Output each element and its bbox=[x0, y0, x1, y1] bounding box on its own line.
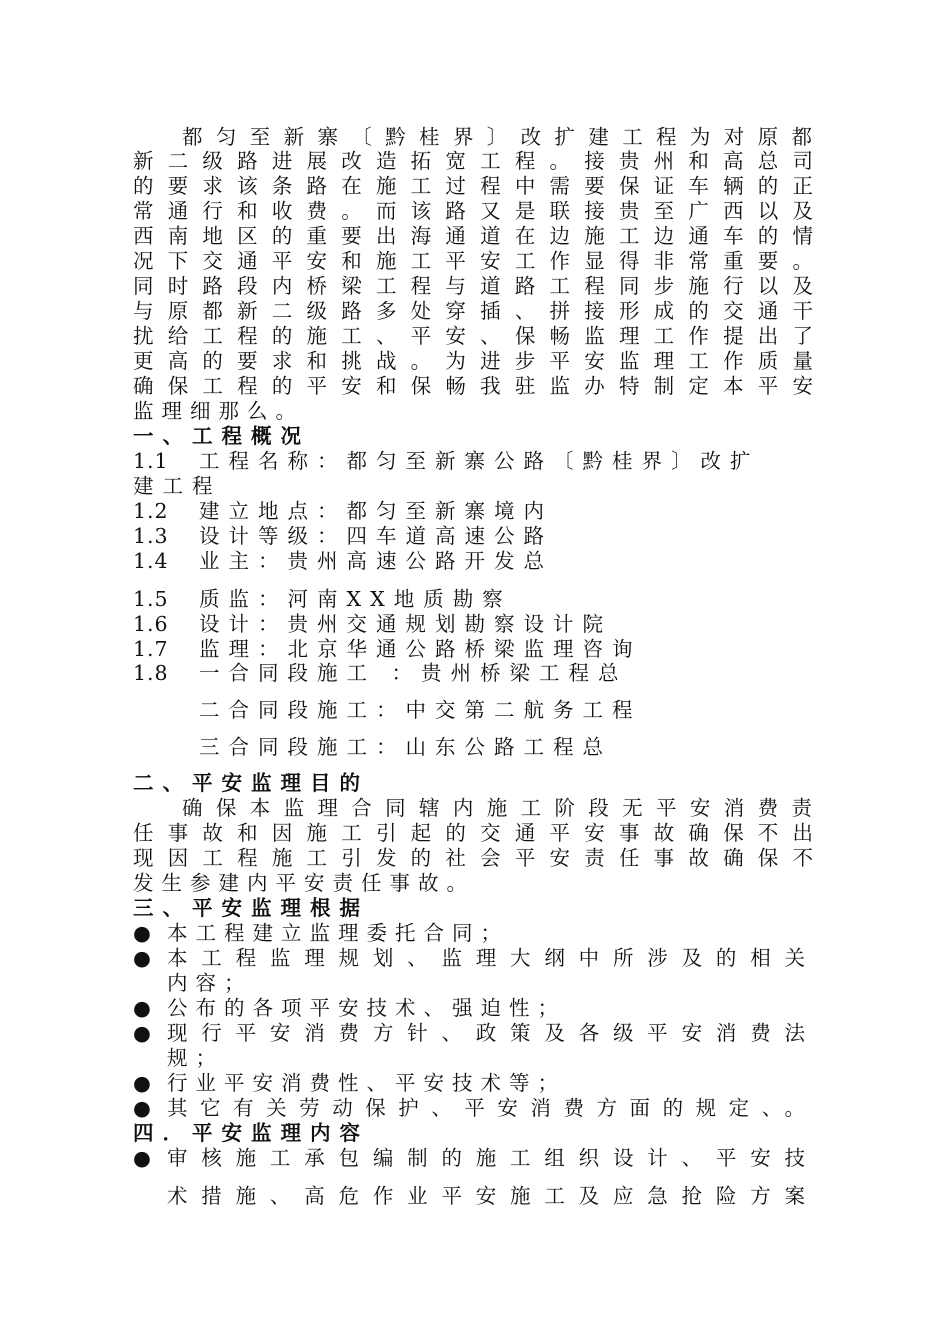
project-item: 1.8 一合同段施工 ：贵州桥梁工程总 bbox=[133, 661, 628, 685]
project-item: 建工程 bbox=[133, 474, 222, 498]
bullet-icon: ● bbox=[133, 1071, 151, 1095]
section-3-heading: 三、平安监理根据 bbox=[133, 896, 369, 920]
intro-line-11: 确保工程的平安和保畅我驻监办特制定本平安 bbox=[133, 374, 813, 398]
intro-line-10: 更高的要求和挑战。为进步平安监理工作质量 bbox=[133, 349, 813, 373]
bullet-icon: ● bbox=[133, 946, 151, 970]
intro-line-9: 扰给工程的施工、平安、保畅监理工作提出了 bbox=[133, 324, 813, 348]
project-item: 1.1 工程名称：都匀至新寨公路〔黔桂界〕改扩 bbox=[133, 449, 760, 473]
bullet-icon: ● bbox=[133, 996, 151, 1020]
intro-line-4: 常通行和收费。而该路又是联接贵至广西以及 bbox=[133, 199, 813, 223]
intro-line-7: 同时路段内桥梁工程与道路工程同步施行以及 bbox=[133, 274, 813, 298]
purpose-line-1: 确保本监理合同辖内施工阶段无平安消费责 bbox=[182, 796, 812, 820]
intro-line-8: 与原都新二级路多处穿插、拼接形成的交通干 bbox=[133, 299, 813, 323]
project-item: 1.7 监理：北京华通公路桥梁监理咨询 bbox=[133, 637, 642, 661]
purpose-line-3: 现因工程施工引发的社会平安责任事故确保不 bbox=[133, 846, 813, 870]
intro-line-6: 况下交通平安和施工平安工作显得非常重要。 bbox=[133, 249, 813, 273]
bullet-icon: ● bbox=[133, 1096, 151, 1120]
purpose-line-4: 发生参建内平安责任事故。 bbox=[133, 871, 475, 895]
project-item: 三合同段施工：山东公路工程总 bbox=[199, 735, 612, 759]
intro-line-1: 都匀至新寨〔黔桂界〕改扩建工程为对原都 bbox=[182, 125, 812, 149]
project-item: 1.2 建立地点：都匀至新寨境内 bbox=[133, 499, 553, 523]
intro-line-5: 西南地区的重要出海通道在边施工边通车的情 bbox=[133, 224, 813, 248]
project-item: 1.4 业主：贵州高速公路开发总 bbox=[133, 549, 553, 573]
project-item: 1.6 设计：贵州交通规划勘察设计院 bbox=[133, 612, 612, 636]
project-item: 1.5 质监：河南XX地质勘察 bbox=[133, 587, 512, 611]
bullet-icon: ● bbox=[133, 921, 151, 945]
project-item: 二合同段施工：中交第二航务工程 bbox=[199, 698, 642, 722]
section-2-heading: 二、平安监理目的 bbox=[133, 771, 369, 795]
purpose-line-2: 任事故和因施工引起的交通平安事故确保不出 bbox=[133, 821, 813, 845]
intro-line-3: 的要求该条路在施工过程中需要保证车辆的正 bbox=[133, 174, 813, 198]
bullet-icon: ● bbox=[133, 1146, 151, 1170]
section-1-heading: 一、工程概况 bbox=[133, 424, 310, 448]
intro-line-12: 监理细那么。 bbox=[133, 399, 304, 423]
document-page: 都匀至新寨〔黔桂界〕改扩建工程为对原都 新二级路进展改造拓宽工程。接贵州和高总司 的要求该条路在施工过程中需要保证车辆的正 常通行和收费。而该路又是联接贵至广西以及 西南地区的重要出海通道在边施工边通车的情 况下交通平安和施工平安工作显得非常重要。 同时路段内桥梁工程与道路工程同步施行以及 与原都新二级路多处穿插、拼接形成的交通干 扰给工程的施工、平安、保畅监理工作提出了 更高的要求和挑战。为进步平安监理工作质量 确保工程的平安和保畅我驻监办特制定本平安 监理细那么。 一、工程概况 1.1 工程名称：都匀至新寨公路〔黔桂界〕改扩 建工程 1.2 建立地点：都匀至新寨境内 1.3 设计等级：四车道高速公路 1.4 业主：贵州高速公路开发总 1.5 质监：河南XX地质勘察 1.6 设计：贵州交通规划勘察设计院 1.7 监理：北京华通公路桥梁监理咨询 1.8 一合同段施工 ：贵州桥梁工程总 二合同段施工：中交第二航务工程 三合同段施工：山东公路工程总 二、平安监理目的 确保本监理合同辖内施工阶段无平安消费责 任事故和因施工引起的交通平安事故确保不出 现因工程施工引发的社会平安责任事故确保不 发生参建内平安责任事故。 三、平安监理根据 ● 本工程建立监理委托合同； ● 本工程监理规划、监理大纲中所涉及的相关 内容； ● 公布的各项平安技术、强迫性； ● 现行平安消费方针、政策及各级平安消费法 规； ● 行业平安消费性、平安技术等； ● 其它有关劳动保护、平安消费方面的规定、。 四．平安监理内容 ● 审核施工承包编制的施工组织设计、平安技 术措施、高危作业平安施工及应急抢险方案 bbox=[133, 125, 813, 1208]
bullet-icon: ● bbox=[133, 1021, 151, 1045]
project-item: 1.3 设计等级：四车道高速公路 bbox=[133, 524, 553, 548]
section-4-heading: 四．平安监理内容 bbox=[133, 1121, 369, 1145]
intro-line-2: 新二级路进展改造拓宽工程。接贵州和高总司 bbox=[133, 149, 813, 173]
